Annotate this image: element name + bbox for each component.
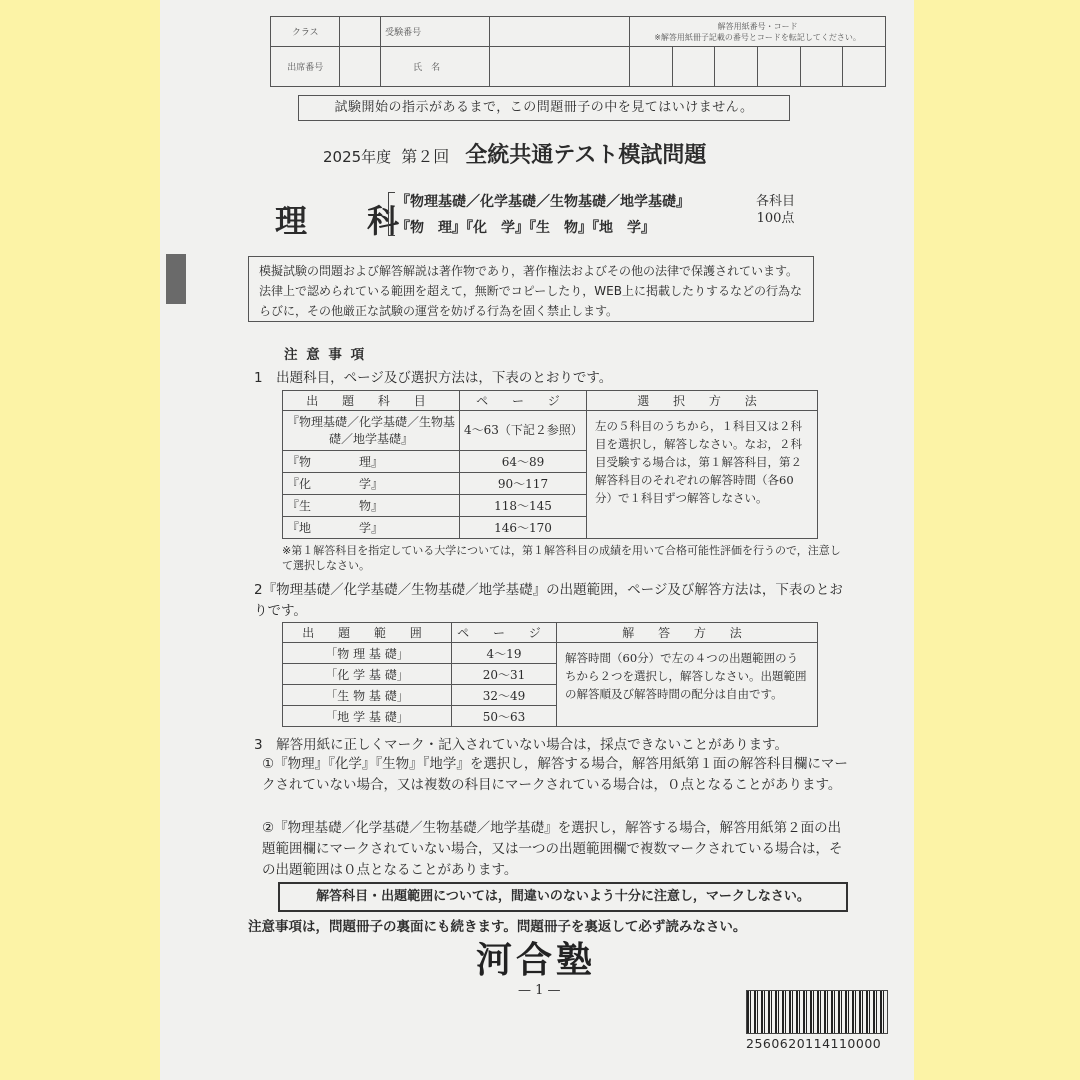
code-title: 解答用紙番号・コード bbox=[717, 21, 798, 31]
th-page: ペ ー ジ bbox=[460, 391, 587, 411]
table-row-subject: 『物 理』 bbox=[283, 451, 460, 473]
exam-no-field[interactable] bbox=[490, 17, 630, 47]
item-2: 2『物理基礎／化学基礎／生物基礎／地学基礎』の出題範囲，ページ及び解答方法は，下表のとおりです。 bbox=[254, 582, 843, 619]
mark-notice-box: 解答科目・出題範囲については，間違いのないよう十分に注意し，マークしなさい。 bbox=[278, 882, 848, 912]
sub-item-1: ①『物理』『化学』『生物』『地学』を選択し，解答する場合，解答用紙第１面の解答科目欄にマークされていない場合，又は複数の科目にマークされている場合は，０点となることがあります。 bbox=[262, 756, 848, 793]
th-method: 解 答 方 法 bbox=[557, 623, 818, 643]
table-row-page: 20～31 bbox=[452, 664, 557, 685]
item-3: 3 解答用紙に正しくマーク・記入されていない場合は，採点できないことがあります。 bbox=[254, 737, 789, 753]
table-row-range: 「化 学 基 礎」 bbox=[283, 664, 452, 685]
table-row-page: 118～145 bbox=[460, 495, 587, 517]
table-row-subject: 『生 物』 bbox=[283, 495, 460, 517]
table-row-subject: 『物理基礎／化学基礎／生物基礎／地学基礎』 bbox=[283, 411, 460, 451]
table-row-range: 「生 物 基 礎」 bbox=[283, 685, 452, 706]
subject-brace bbox=[388, 192, 395, 236]
code-cell[interactable] bbox=[630, 47, 673, 87]
open-notice: 試験開始の指示があるまで，この問題冊子の中を見てはいけません。 bbox=[298, 95, 790, 121]
class-label: クラス bbox=[271, 17, 340, 47]
code-note: ※解答用紙冊子記載の番号とコードを転記してください。 bbox=[654, 32, 861, 42]
subject-table bbox=[282, 390, 818, 539]
subject-name: 理 科 bbox=[275, 202, 414, 240]
code-cell[interactable] bbox=[672, 47, 715, 87]
class-field[interactable] bbox=[340, 17, 381, 47]
sub-item-2: ②『物理基礎／化学基礎／生物基礎／地学基礎』を選択し，解答する場合，解答用紙第２面の出題範囲欄にマークされていない場合，又は一つの出題範囲欄で複数マークされている場合は，その出題範囲は０点となることがあります。 bbox=[262, 820, 843, 878]
title-main: 全統共通テスト模試問題 bbox=[465, 143, 707, 168]
table-row-range: 「物 理 基 礎」 bbox=[283, 643, 452, 664]
page-number: — 1 — bbox=[518, 983, 561, 998]
name-label: 氏 名 bbox=[381, 47, 490, 87]
index-tab bbox=[166, 254, 186, 304]
table-row-page: 4～63（下記２参照） bbox=[460, 411, 587, 451]
seat-label: 出席番号 bbox=[271, 47, 340, 87]
copyright-box: 模擬試験の問題および解答解説は著作物であり，著作権法およびその他の法律で保護されています。法律上で認められている範囲を超えて，無断でコピーしたり，WEB上に掲載したりするなどの行為ならびに，その他厳正な試験の運営を妨げる行為を固く禁止します。 bbox=[248, 256, 814, 322]
th-range: 出 題 範 囲 bbox=[283, 623, 452, 643]
code-cell[interactable] bbox=[843, 47, 886, 87]
item-1: 1 出題科目，ページ及び選択方法は，下表のとおりです。 bbox=[254, 370, 613, 386]
th-page: ペ ー ジ bbox=[452, 623, 557, 643]
subject-line-1: 『物理基礎／化学基礎／生物基礎／地学基礎』 bbox=[396, 194, 690, 210]
back-notice: 注意事項は，問題冊子の裏面にも続きます。問題冊子を裏返して必ず読みなさい。 bbox=[248, 919, 747, 935]
cautions-title: 注 意 事 項 bbox=[284, 347, 367, 363]
code-cell[interactable] bbox=[715, 47, 758, 87]
th-method: 選 択 方 法 bbox=[587, 391, 818, 411]
points-line-2: 100点 bbox=[756, 211, 795, 226]
table-row-page: 50～63 bbox=[452, 706, 557, 727]
table-row-page: 4～19 bbox=[452, 643, 557, 664]
seat-field[interactable] bbox=[340, 47, 381, 87]
name-field[interactable] bbox=[490, 47, 630, 87]
table-row-page: 64～89 bbox=[460, 451, 587, 473]
table-row-page: 146～170 bbox=[460, 517, 587, 539]
header-form bbox=[270, 16, 886, 87]
barcode bbox=[746, 990, 888, 1034]
note-1: ※第１解答科目を指定している大学については，第１解答科目の成績を用いて合格可能性評価を行うので，注意して選択しなさい。 bbox=[282, 544, 841, 572]
range-table bbox=[282, 622, 818, 727]
code-cell[interactable] bbox=[758, 47, 801, 87]
page-title bbox=[323, 138, 706, 169]
points-label bbox=[756, 193, 795, 227]
table-row-page: 90～117 bbox=[460, 473, 587, 495]
exam-no-label: 受験番号 bbox=[381, 17, 490, 47]
method-cell: 左の５科目のうちから，１科目又は２科目を選択し，解答しなさい。なお，２科目受験する場合は，第１解答科目，第２解答科目のそれぞれの解答時間（各60分）で１科目ずつ解答しなさい。 bbox=[587, 411, 818, 539]
method-cell: 解答時間（60分）で左の４つの出題範囲のうちから２つを選択し，解答しなさい。出題範囲の解答順及び解答時間の配分は自由です。 bbox=[557, 643, 818, 727]
code-cell[interactable] bbox=[800, 47, 843, 87]
subject-line-2: 『物 理』『化 学』『生 物』『地 学』 bbox=[396, 220, 655, 236]
title-year: 2025年度 bbox=[323, 148, 392, 166]
points-line-1: 各科目 bbox=[756, 194, 796, 209]
title-round: 第２回 bbox=[401, 147, 450, 166]
table-row-subject: 『地 学』 bbox=[283, 517, 460, 539]
barcode-number: 2560620114110000 bbox=[746, 1036, 882, 1051]
table-row-subject: 『化 学』 bbox=[283, 473, 460, 495]
th-subject: 出 題 科 目 bbox=[283, 391, 460, 411]
kawaijuku-logo: 河合塾 bbox=[476, 940, 597, 981]
table-row-page: 32～49 bbox=[452, 685, 557, 706]
table-row-range: 「地 学 基 礎」 bbox=[283, 706, 452, 727]
